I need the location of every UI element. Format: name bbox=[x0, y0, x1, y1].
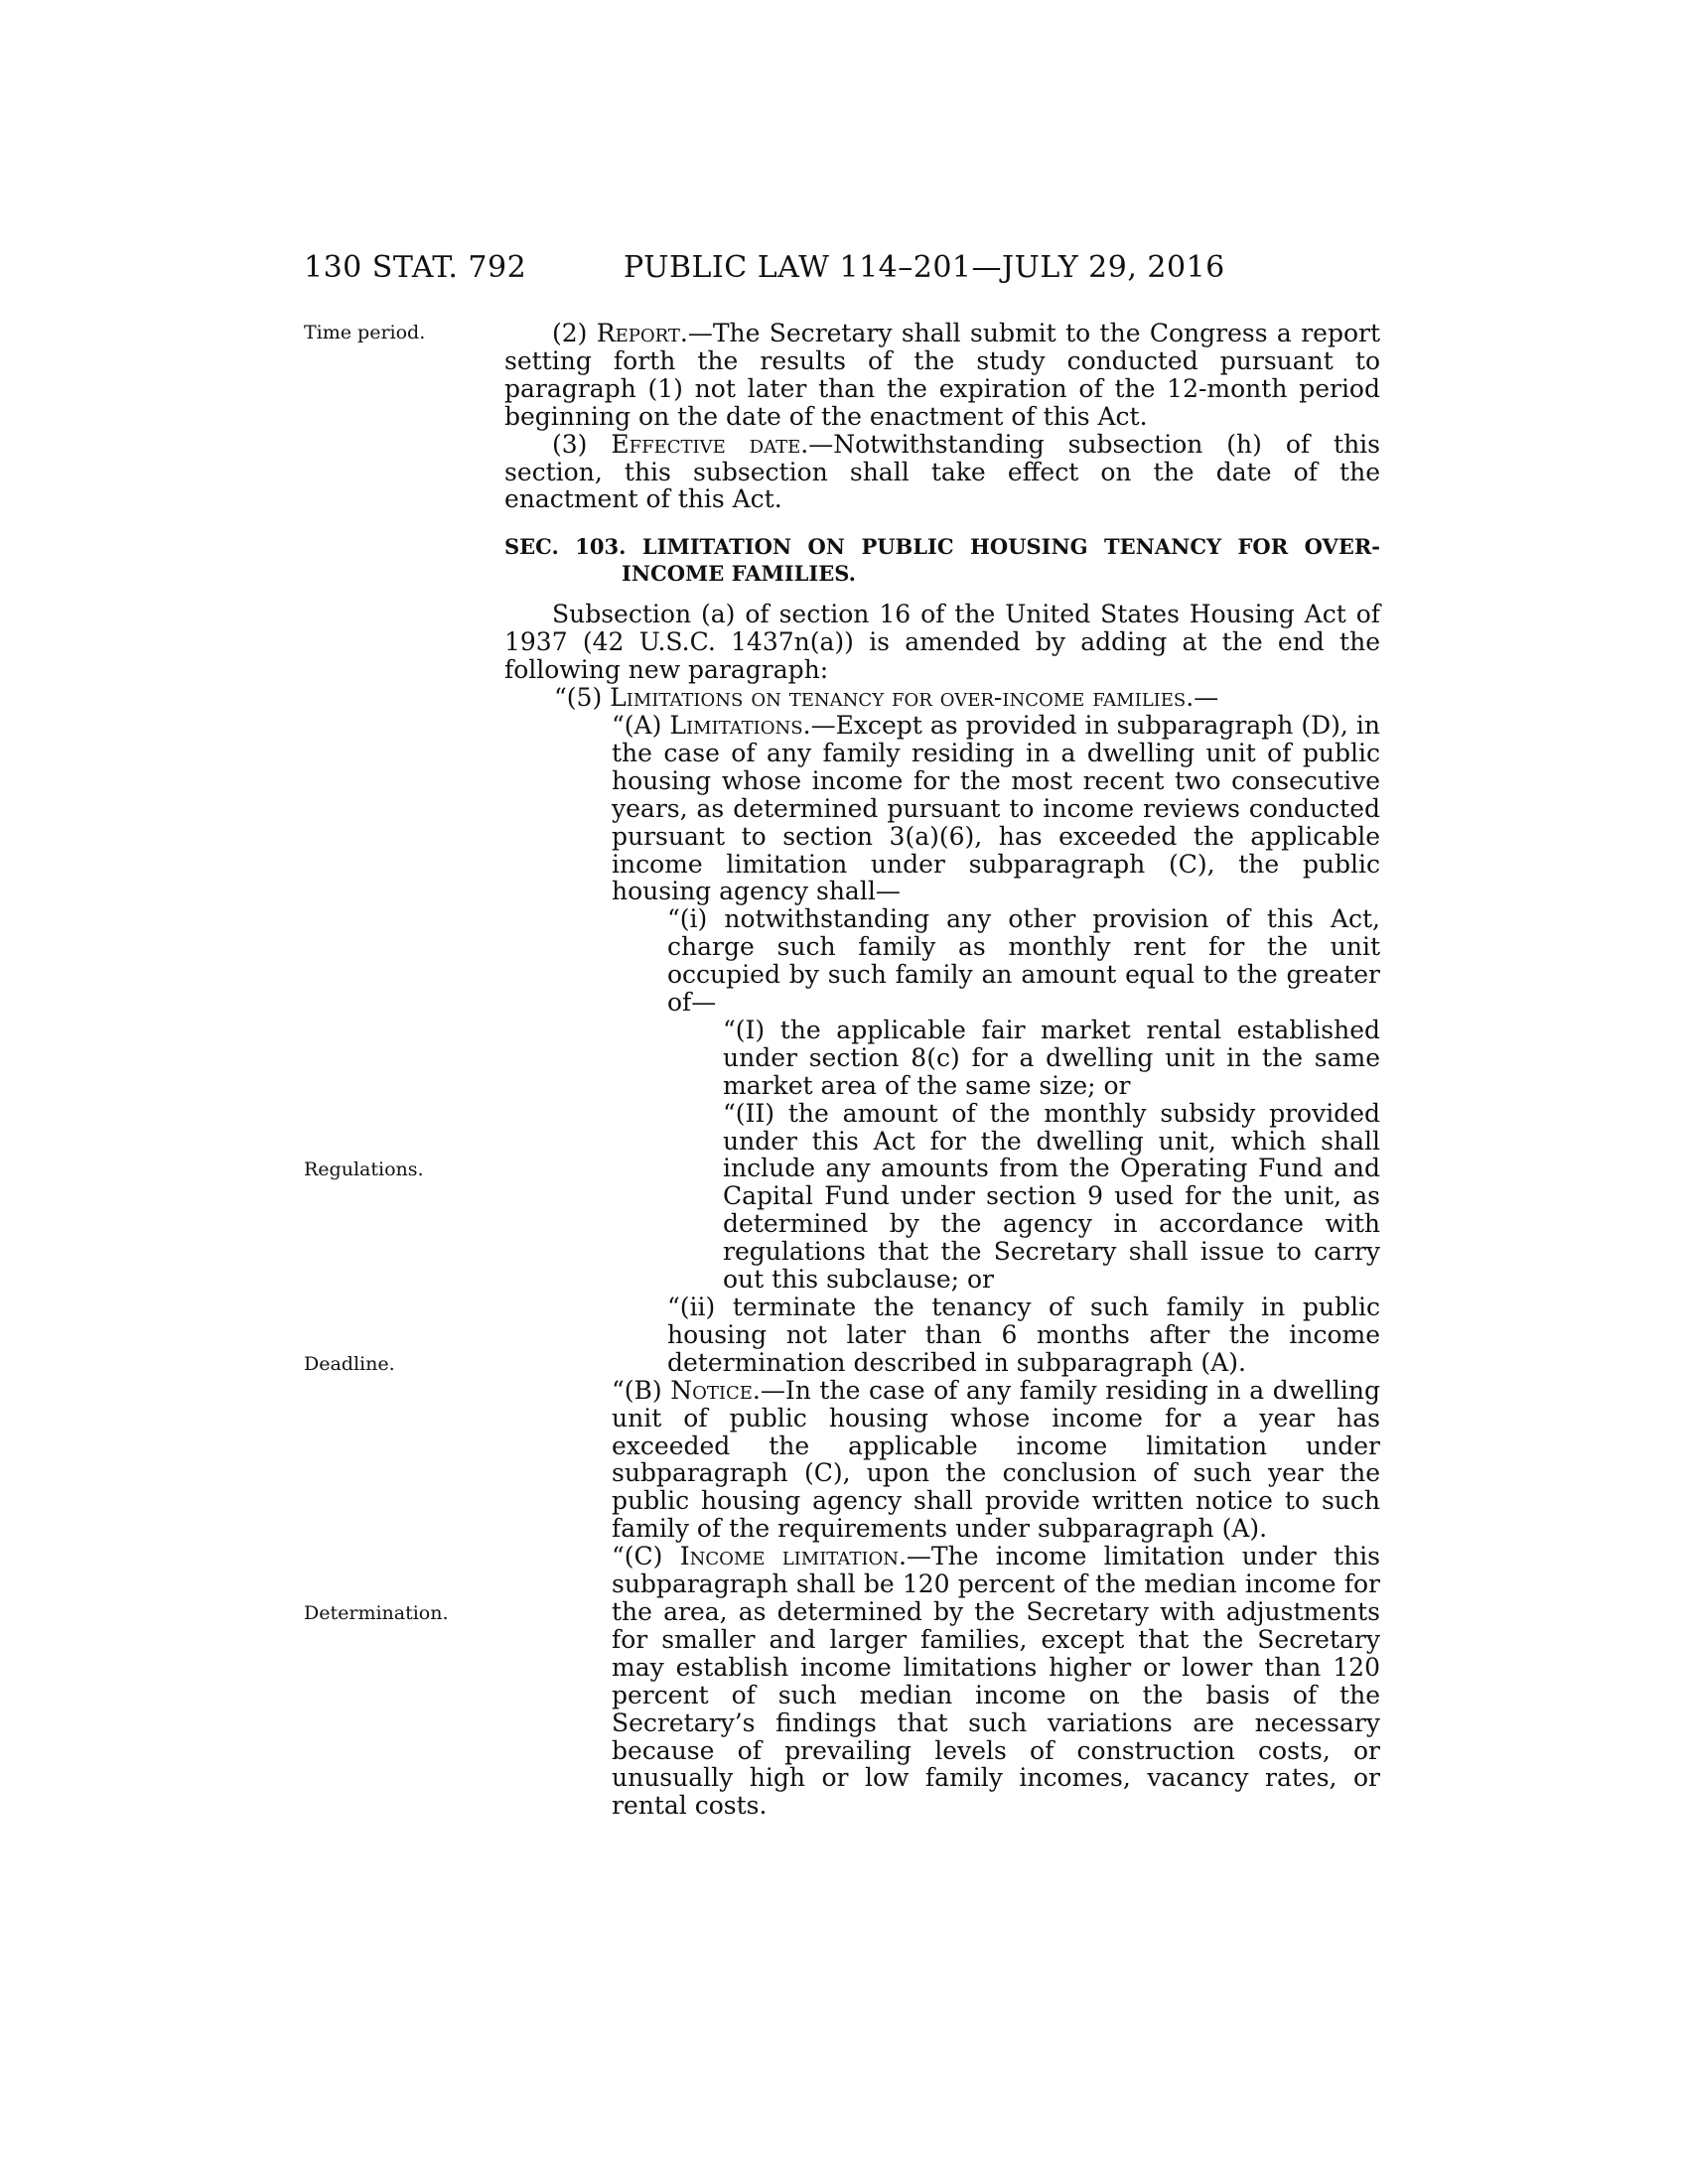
paragraph-3-effective-date: (3) Effective date.—Notwithstanding subsection (h) of this section, this subsection shall take effect on the date of the enactment of this Act. bbox=[504, 429, 1381, 514]
subparagraph-b-notice: “(B) Notice.—In the case of any family residing in a dwelling unit of public housing whose income for a year has exceeded the applicable income limitation under subparagraph (C), upon the conclusion of such year the public housing agency shall provide written notice to such family of the requirements under subparagraph (A). bbox=[612, 1375, 1380, 1544]
margin-note-regulations: Regulations. bbox=[304, 1159, 424, 1180]
subparagraph-c-income-limitation: “(C) Income limitation.—The income limitation under this subparagraph shall be 120 percent of the median income for the area, as determined by the Secretary with adjustments for smaller and larger families, except that the Secretary may establish income limitations higher or lower than 120 percent of such median income on the basis of the Secretary’s findings that such variations are necessary because of prevailing levels of construction costs, or unusually high or low family incomes, vacancy rates, or rental costs. bbox=[612, 1542, 1380, 1821]
section-103-heading: SEC. 103. LIMITATION ON PUBLIC HOUSING TENANCY FOR OVER-INCOME FAMILIES. bbox=[504, 534, 1380, 587]
margin-note-time-period: Time period. bbox=[304, 322, 426, 343]
clause-i-charge-rent: “(i) notwithstanding any other provision of this Act, charge such family as monthly rent for the unit occupied by such family an amount equal to the greater of— bbox=[667, 904, 1380, 1018]
new-paragraph-5-heading: “(5) Limitations on tenancy for over-income families.— bbox=[554, 683, 1219, 713]
statute-body bbox=[504, 320, 1380, 1820]
section-103-intro: Subsection (a) of section 16 of the United States Housing Act of 1937 (42 U.S.C. 1437n(a)) is amended by adding at the end the following new paragraph: bbox=[504, 600, 1380, 685]
margin-note-determination: Determination. bbox=[304, 1602, 449, 1624]
subparagraph-a-limitations: “(A) Limitations.—Except as provided in subparagraph (D), in the case of any family residing in a dwelling unit of public housing whose income for the most recent two consecutive years, as determined pursuant to income reviews conducted pursuant to section 3(a)(6), has exceeded the applicable income limitation under subparagraph (C), the public housing agency shall— bbox=[612, 710, 1380, 906]
paragraph-3-heading: Effective date bbox=[611, 429, 801, 459]
paragraph-2-heading: Report bbox=[596, 319, 680, 347]
subclause-II-monthly-subsidy: “(II) the amount of the monthly subsidy provided under this Act for the dwelling unit, which shall include any amounts from the Operating Fund and Capital Fund under section 9 used for the unit, as determined by the agency in accordance with regulations that the Secretary shall issue to carry out this subclause; or bbox=[723, 1098, 1380, 1295]
clause-ii-terminate-tenancy: “(ii) terminate the tenancy of such family in public housing not later than 6 months after the income determination described in subparagraph (A). bbox=[667, 1293, 1380, 1377]
paragraph-2-report: (2) Report.—The Secretary shall submit to the Congress a report setting forth the results of the study conducted pursuant to paragraph (1) not later than the expiration of the 12-month period beginning on the date of the enactment of this Act. bbox=[504, 319, 1381, 431]
statute-page-reference: 130 STAT. 792 bbox=[304, 250, 527, 285]
subclause-I-fair-market-rental: “(I) the applicable fair market rental established under section 8(c) for a dwelling unit in the same market area of the same size; or bbox=[723, 1015, 1380, 1100]
margin-note-deadline: Deadline. bbox=[304, 1353, 395, 1375]
page-running-title: PUBLIC LAW 114–201—JULY 29, 2016 bbox=[624, 250, 1225, 285]
